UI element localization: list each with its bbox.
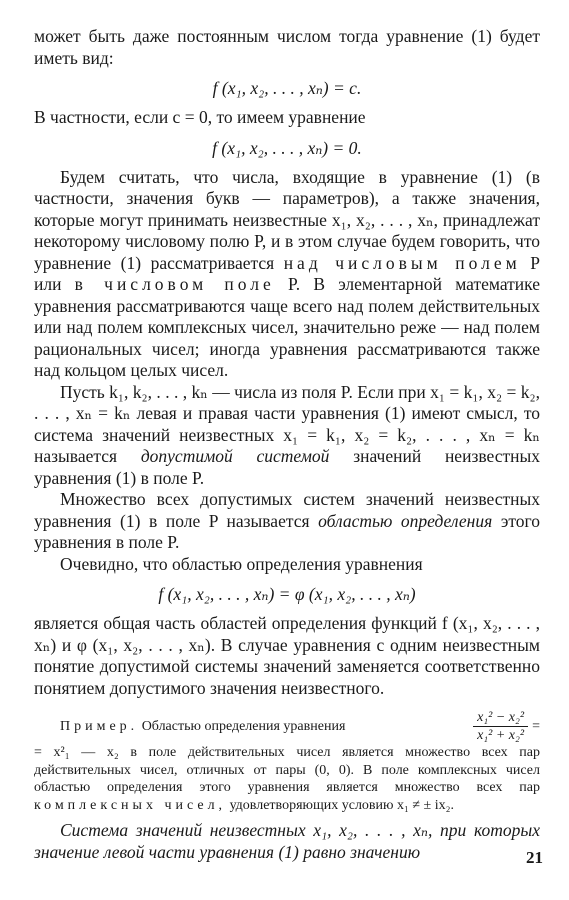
example-heading <box>34 709 540 744</box>
paragraph-special-case: В частности, если c = 0, то имеем уравнение <box>34 107 366 127</box>
text-segment: Будем считать, что числа, входящие в уравнение (1) (в частности, значения букв — параметров), а также значения, которые могут принимать неизвестные x₁, x₂, . . . , xₙ, принадлежат некоторому числовому полю P, и в этом случае будем говорить, что уравнение (1) рассматривается <box>34 166 540 273</box>
paragraph-solution-intro: Система значений неизвестных x₁, x₂, . . . , xₙ, при которых значение левой части уравнения (1) равно значению <box>34 820 540 862</box>
fraction-denominator: x₁² + x₂² <box>477 728 525 743</box>
text-segment: значений неизвестных уравнения (1) в поле P. <box>34 446 541 488</box>
text-segment: Пусть k₁, k₂, . . . , kₙ — числа из поля P. Если при x₁ = k₁, x₂ = k₂, . . . , xₙ = kₙ левая и правая части уравнения (1) имеют смысл, то система значений неизвестных x₁ = k₁, x₂ = k₂, . . . , xₙ = kₙ называется <box>34 381 540 466</box>
example-text: Областью определения уравнения <box>141 718 346 734</box>
paragraph-domain <box>34 489 540 554</box>
text-segment: P или <box>34 252 541 294</box>
text-segment: удовлетворяющих условию x₁ ≠ ± ix₂. <box>229 797 455 813</box>
example-label: Пример. <box>60 718 139 734</box>
paragraph-obviously: Очевидно, что областью определения уравнения <box>60 553 423 574</box>
paragraph-admissible-system <box>34 382 540 490</box>
spaced-term-complex: комплексных чисел, <box>34 797 227 813</box>
spaced-term-over-field: над числовым полем <box>283 252 521 273</box>
spaced-term-in-field: в числовом поле <box>74 274 275 294</box>
example-fraction <box>473 709 528 744</box>
text-segment: этого уравнения в поле P. <box>34 510 540 552</box>
paragraph-common-part: является общая часть областей определения функций f (x₁, x₂, . . . , xₙ) и φ (x₁, x₂, . . . , xₙ). В случае уравнения с одним неизвестным понятие допустимой системы значений заменяется соответственно понятием допустимого значения неизвестного. <box>34 613 540 698</box>
paragraph-number-field <box>34 167 540 382</box>
text-segment: P. В элементарной математике уравнения рассматриваются чаще всего над полем действительных или над полем комплексных чисел, значительно реже — над полем рациональных чисел; иногда уравнения рассматриваются также над кольцом целых чисел. <box>34 274 540 380</box>
text-segment: Множество всех допустимых систем значений неизвестных уравнения (1) в поле P называется <box>34 489 540 531</box>
text-segment: = x²₁ — x₂ в поле действительных чисел является множество всех пар действительных чисел, отличных от пары (0, 0). В поле комплексных чисел областью определения этого уравнения является множество всех пар <box>34 745 540 795</box>
formula-f-equals-c: f (x₁, x₂, . . . , xₙ) = c. <box>212 78 362 98</box>
example-body <box>34 744 540 814</box>
formula-f-equals-zero: f (x₁, x₂, . . . , xₙ) = 0. <box>212 137 362 158</box>
term-admissible-system: допустимой системой <box>140 446 330 466</box>
paragraph-continuation: может быть даже постоянным числом тогда уравнение (1) будет иметь вид: <box>34 26 540 68</box>
formula-f-equals-phi: f (x₁, x₂, . . . , xₙ) = φ (x₁, x₂, . . . , xₙ) <box>158 584 416 604</box>
example-intro <box>60 718 345 736</box>
term-domain: областью определения <box>318 510 493 531</box>
fraction-numerator: x₁² − x₂² <box>473 709 528 727</box>
document-page <box>34 26 540 863</box>
page-number: 21 <box>526 848 543 867</box>
fraction-equals: = <box>532 719 540 735</box>
example-fraction-group <box>473 709 540 744</box>
